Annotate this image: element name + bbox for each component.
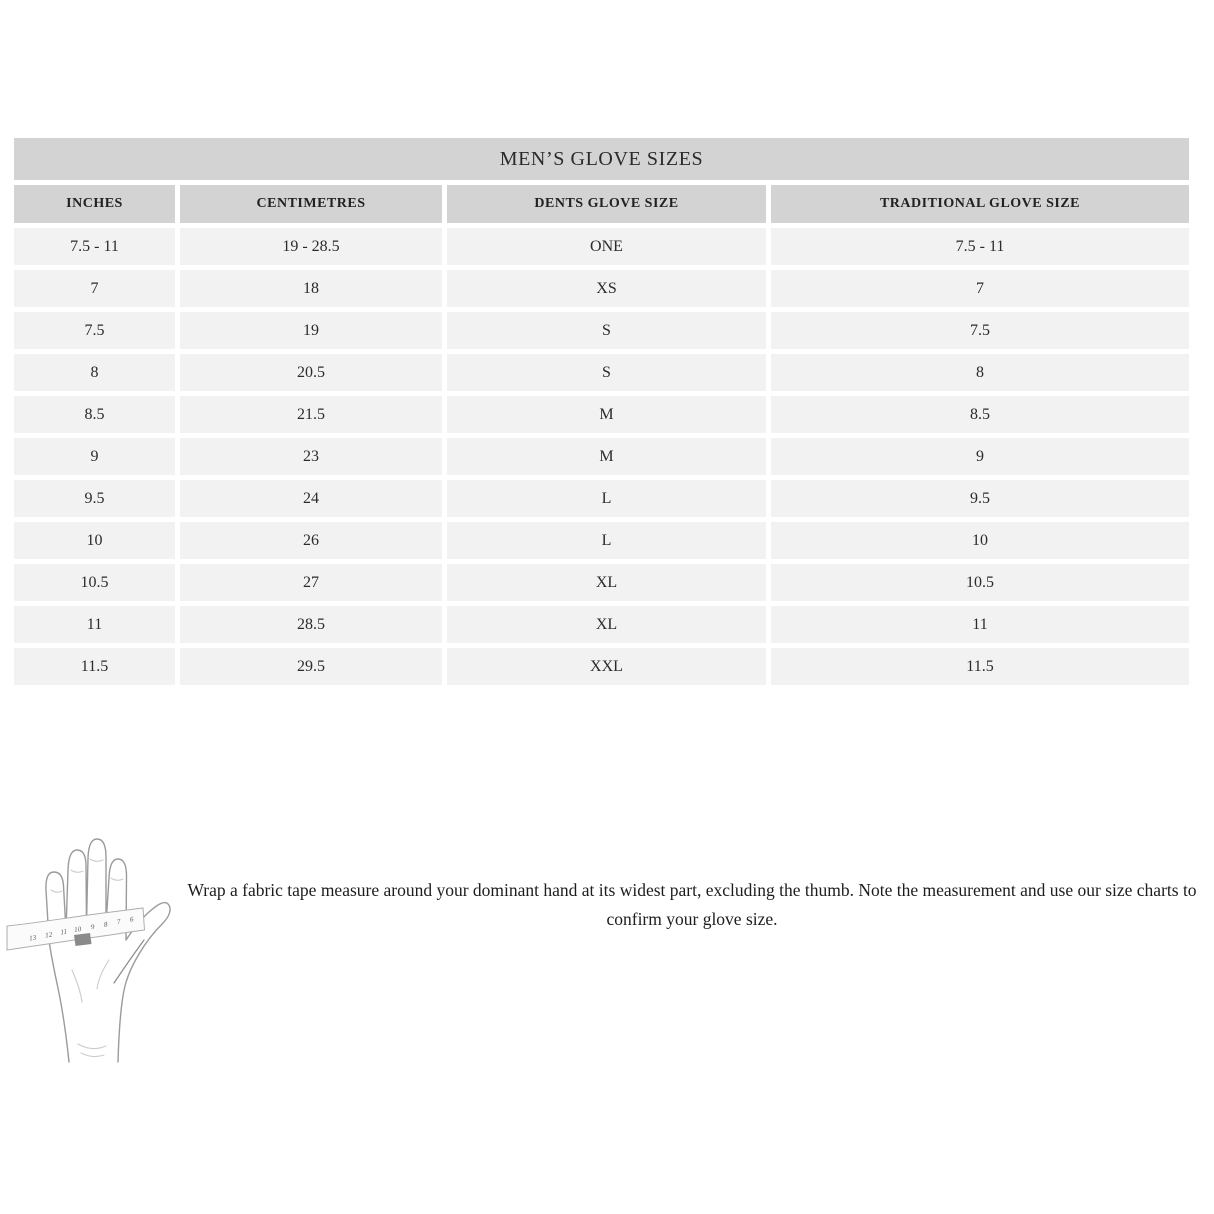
tape-number: 6 — [129, 915, 135, 924]
table-row — [14, 606, 1189, 643]
table-cell: 21.5 — [180, 396, 442, 433]
table-cell: 9.5 — [14, 480, 175, 517]
column-header-inches: INCHES — [14, 185, 175, 223]
table-row — [14, 480, 1189, 517]
table-cell: 11 — [771, 606, 1189, 643]
table-header-row — [14, 185, 1189, 223]
table-cell: XL — [447, 606, 766, 643]
table-cell: 10 — [771, 522, 1189, 559]
table-cell: 27 — [180, 564, 442, 601]
table-cell: 19 — [180, 312, 442, 349]
table-cell: 7 — [771, 270, 1189, 307]
table-cell: 8.5 — [771, 396, 1189, 433]
table-row — [14, 228, 1189, 265]
table-row — [14, 396, 1189, 433]
tape-number: 11 — [59, 927, 68, 937]
table-cell: 11.5 — [14, 648, 175, 685]
table-cell: 19 - 28.5 — [180, 228, 442, 265]
table-cell: 23 — [180, 438, 442, 475]
table-cell: 8.5 — [14, 396, 175, 433]
table-cell: 10.5 — [771, 564, 1189, 601]
table-cell: 9 — [771, 438, 1189, 475]
size-table-body — [14, 228, 1189, 685]
tape-number: 12 — [44, 930, 53, 940]
measuring-guide-section — [0, 820, 1214, 1070]
table-cell: 29.5 — [180, 648, 442, 685]
table-cell: 7.5 - 11 — [14, 228, 175, 265]
tape-number: 13 — [28, 933, 37, 943]
tape-number: 7 — [116, 917, 122, 927]
table-cell: 7 — [14, 270, 175, 307]
table-cell: 20.5 — [180, 354, 442, 391]
glove-size-table — [14, 138, 1189, 685]
table-cell: 26 — [180, 522, 442, 559]
table-cell: 8 — [14, 354, 175, 391]
column-header-centimetres: CENTIMETRES — [180, 185, 442, 223]
table-cell: 24 — [180, 480, 442, 517]
measuring-instructions: Wrap a fabric tape measure around your dominant hand at its widest part, excluding the thumb. Note the measurement and use our size charts to confirm your glove size. — [187, 880, 1197, 929]
table-cell: 8 — [771, 354, 1189, 391]
table-cell: M — [447, 438, 766, 475]
table-cell: XXL — [447, 648, 766, 685]
table-cell: XS — [447, 270, 766, 307]
column-header-dents-size: DENTS GLOVE SIZE — [447, 185, 766, 223]
table-cell: L — [447, 522, 766, 559]
tape-marker — [74, 933, 92, 946]
table-cell: 7.5 — [771, 312, 1189, 349]
table-title: MEN’S GLOVE SIZES — [14, 138, 1189, 180]
table-row — [14, 312, 1189, 349]
tape-number: 8 — [103, 920, 109, 929]
table-row — [14, 648, 1189, 685]
table-cell: S — [447, 312, 766, 349]
table-cell: 10.5 — [14, 564, 175, 601]
table-cell: M — [447, 396, 766, 433]
table-row — [14, 438, 1189, 475]
table-cell: 28.5 — [180, 606, 442, 643]
table-row — [14, 354, 1189, 391]
table-cell: S — [447, 354, 766, 391]
table-row — [14, 564, 1189, 601]
table-cell: 11.5 — [771, 648, 1189, 685]
column-header-traditional-size: TRADITIONAL GLOVE SIZE — [771, 185, 1189, 223]
table-cell: 9.5 — [771, 480, 1189, 517]
table-row — [14, 270, 1189, 307]
tape-number: 9 — [90, 922, 96, 932]
table-cell: ONE — [447, 228, 766, 265]
table-row — [14, 522, 1189, 559]
table-cell: L — [447, 480, 766, 517]
tape-number: 10 — [73, 925, 82, 934]
table-cell: 7.5 — [14, 312, 175, 349]
table-cell: 7.5 - 11 — [771, 228, 1189, 265]
table-cell: 18 — [180, 270, 442, 307]
table-cell: 10 — [14, 522, 175, 559]
table-cell: 9 — [14, 438, 175, 475]
table-cell: XL — [447, 564, 766, 601]
hand-measurement-icon — [6, 828, 176, 1071]
table-cell: 11 — [14, 606, 175, 643]
